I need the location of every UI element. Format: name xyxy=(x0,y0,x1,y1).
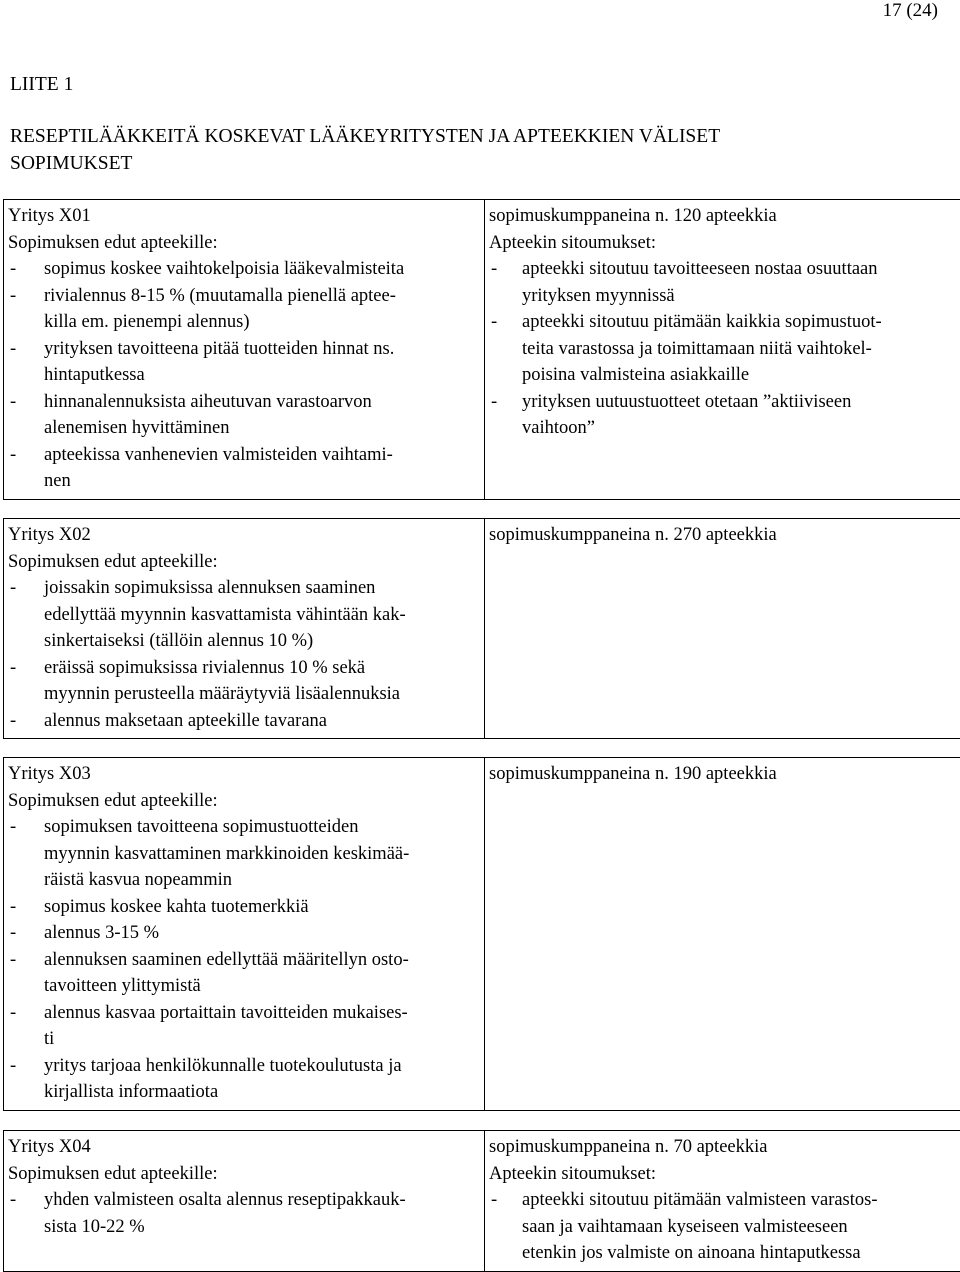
bullet-dash: - xyxy=(10,1053,16,1080)
item-text-line: apteekki sitoutuu pitämään kaikkia sopimustuot- xyxy=(522,309,960,336)
item-text-line: myynnin perusteella määräytyviä lisäalennuksia xyxy=(44,681,480,708)
bullet-dash: - xyxy=(10,947,16,974)
benefit-item xyxy=(8,575,480,655)
bullet-dash: - xyxy=(10,894,16,921)
commitments-cell xyxy=(485,519,960,739)
company-name: Yritys X03 xyxy=(8,761,480,788)
item-text-line: alennus 3-15 % xyxy=(44,920,480,947)
item-text-line: yhden valmisteen osalta alennus reseptipakkauk- xyxy=(44,1187,480,1214)
partner-count: sopimuskumppaneina n. 270 apteekkia xyxy=(489,522,960,549)
item-text-line: tavoitteen ylittymistä xyxy=(44,973,480,1000)
commitment-item xyxy=(489,256,960,309)
company-table xyxy=(3,518,960,739)
bullet-dash: - xyxy=(10,283,16,310)
item-text-line: hinnanalennuksista aiheutuvan varastoarvon xyxy=(44,389,480,416)
bullet-dash: - xyxy=(491,1187,497,1214)
commitment-item xyxy=(489,389,960,442)
company-table xyxy=(3,1130,960,1272)
item-text-line: apteekki sitoutuu tavoitteeseen nostaa osuuttaan xyxy=(522,256,960,283)
item-text-line: kirjallista informaatiota xyxy=(44,1079,480,1106)
bullet-dash: - xyxy=(10,708,16,735)
partner-count: sopimuskumppaneina n. 120 apteekkia xyxy=(489,203,960,230)
item-text-line: alenemisen hyvittäminen xyxy=(44,415,480,442)
item-text-line: alennuksen saaminen edellyttää määritellyn osto- xyxy=(44,947,480,974)
benefit-item xyxy=(8,814,480,894)
commitment-item xyxy=(489,309,960,389)
company-name: Yritys X04 xyxy=(8,1134,480,1161)
partner-count: sopimuskumppaneina n. 190 apteekkia xyxy=(489,761,960,788)
benefits-cell xyxy=(4,758,485,1111)
bullet-dash: - xyxy=(10,389,16,416)
bullet-dash: - xyxy=(10,920,16,947)
item-text-line: poisina valmisteina asiakkaille xyxy=(522,362,960,389)
benefits-cell xyxy=(4,200,485,500)
item-text-line: myynnin kasvattaminen markkinoiden keskimää- xyxy=(44,841,480,868)
company-name: Yritys X02 xyxy=(8,522,480,549)
bullet-dash: - xyxy=(10,442,16,469)
item-text-line: saan ja vaihtamaan kyseiseen valmisteeseen xyxy=(522,1214,960,1241)
item-text-line: hintaputkessa xyxy=(44,362,480,389)
benefit-item xyxy=(8,894,480,921)
item-text-line: räistä kasvua nopeammin xyxy=(44,867,480,894)
company-table xyxy=(3,199,960,500)
bullet-dash: - xyxy=(10,1187,16,1214)
title-line: SOPIMUKSET xyxy=(10,150,930,177)
benefit-item xyxy=(8,708,480,735)
commitments-heading: Apteekin sitoumukset: xyxy=(489,230,960,257)
document-title xyxy=(10,123,930,177)
benefit-item xyxy=(8,920,480,947)
benefit-item xyxy=(8,336,480,389)
benefits-heading: Sopimuksen edut apteekille: xyxy=(8,230,480,257)
benefits-heading: Sopimuksen edut apteekille: xyxy=(8,788,480,815)
item-text-line: rivialennus 8-15 % (muutamalla pienellä aptee- xyxy=(44,283,480,310)
bullet-dash: - xyxy=(491,309,497,336)
item-text-line: vaihtoon” xyxy=(522,415,960,442)
benefit-item xyxy=(8,256,480,283)
title-line: RESEPTILÄÄKKEITÄ KOSKEVAT LÄÄKEYRITYSTEN JA APTEEKKIEN VÄLISET xyxy=(10,123,930,150)
benefit-item xyxy=(8,655,480,708)
item-text-line: yrityksen myynnissä xyxy=(522,283,960,310)
benefit-item xyxy=(8,947,480,1000)
item-text-line: alennus maksetaan apteekille tavarana xyxy=(44,708,480,735)
item-text-line: eräissä sopimuksissa rivialennus 10 % sekä xyxy=(44,655,480,682)
benefits-cell xyxy=(4,1131,485,1272)
benefit-item xyxy=(8,389,480,442)
item-text-line: joissakin sopimuksissa alennuksen saaminen xyxy=(44,575,480,602)
item-text-line: sopimus koskee kahta tuotemerkkiä xyxy=(44,894,480,921)
benefits-cell xyxy=(4,519,485,739)
item-text-line: edellyttää myynnin kasvattamista vähintään kak- xyxy=(44,602,480,629)
company-name: Yritys X01 xyxy=(8,203,480,230)
benefit-item xyxy=(8,1187,480,1240)
bullet-dash: - xyxy=(10,256,16,283)
item-text-line: etenkin jos valmiste on ainoana hintaputkessa xyxy=(522,1240,960,1267)
page-number: 17 (24) xyxy=(883,0,938,22)
bullet-dash: - xyxy=(10,1000,16,1027)
benefit-item xyxy=(8,1000,480,1053)
benefits-heading: Sopimuksen edut apteekille: xyxy=(8,549,480,576)
item-text-line: nen xyxy=(44,468,480,495)
commitments-cell xyxy=(485,758,960,1111)
benefits-heading: Sopimuksen edut apteekille: xyxy=(8,1161,480,1188)
commitments-cell xyxy=(485,200,960,500)
item-text-line: alennus kasvaa portaittain tavoitteiden mukaises- xyxy=(44,1000,480,1027)
item-text-line: sopimuksen tavoitteena sopimustuotteiden xyxy=(44,814,480,841)
item-text-line: ti xyxy=(44,1026,480,1053)
item-text-line: apteekissa vanhenevien valmisteiden vaihtami- xyxy=(44,442,480,469)
bullet-dash: - xyxy=(10,575,16,602)
item-text-line: sopimus koskee vaihtokelpoisia lääkevalmisteita xyxy=(44,256,480,283)
item-text-line: yritys tarjoaa henkilökunnalle tuotekoulutusta ja xyxy=(44,1053,480,1080)
company-table xyxy=(3,757,960,1111)
bullet-dash: - xyxy=(10,814,16,841)
item-text-line: yrityksen uutuustuotteet otetaan ”aktiiviseen xyxy=(522,389,960,416)
benefit-item xyxy=(8,442,480,495)
bullet-dash: - xyxy=(491,256,497,283)
item-text-line: killa em. pienempi alennus) xyxy=(44,309,480,336)
item-text-line: sista 10-22 % xyxy=(44,1214,480,1241)
item-text-line: sinkertaiseksi (tällöin alennus 10 %) xyxy=(44,628,480,655)
item-text-line: yrityksen tavoitteena pitää tuotteiden hinnat ns. xyxy=(44,336,480,363)
commitments-heading: Apteekin sitoumukset: xyxy=(489,1161,960,1188)
benefit-item xyxy=(8,283,480,336)
benefit-item xyxy=(8,1053,480,1106)
partner-count: sopimuskumppaneina n. 70 apteekkia xyxy=(489,1134,960,1161)
item-text-line: apteekki sitoutuu pitämään valmisteen varastos- xyxy=(522,1187,960,1214)
commitments-cell xyxy=(485,1131,960,1272)
commitment-item xyxy=(489,1187,960,1267)
item-text-line: teita varastossa ja toimittamaan niitä vaihtokel- xyxy=(522,336,960,363)
bullet-dash: - xyxy=(10,655,16,682)
bullet-dash: - xyxy=(491,389,497,416)
appendix-label: LIITE 1 xyxy=(10,74,73,96)
bullet-dash: - xyxy=(10,336,16,363)
